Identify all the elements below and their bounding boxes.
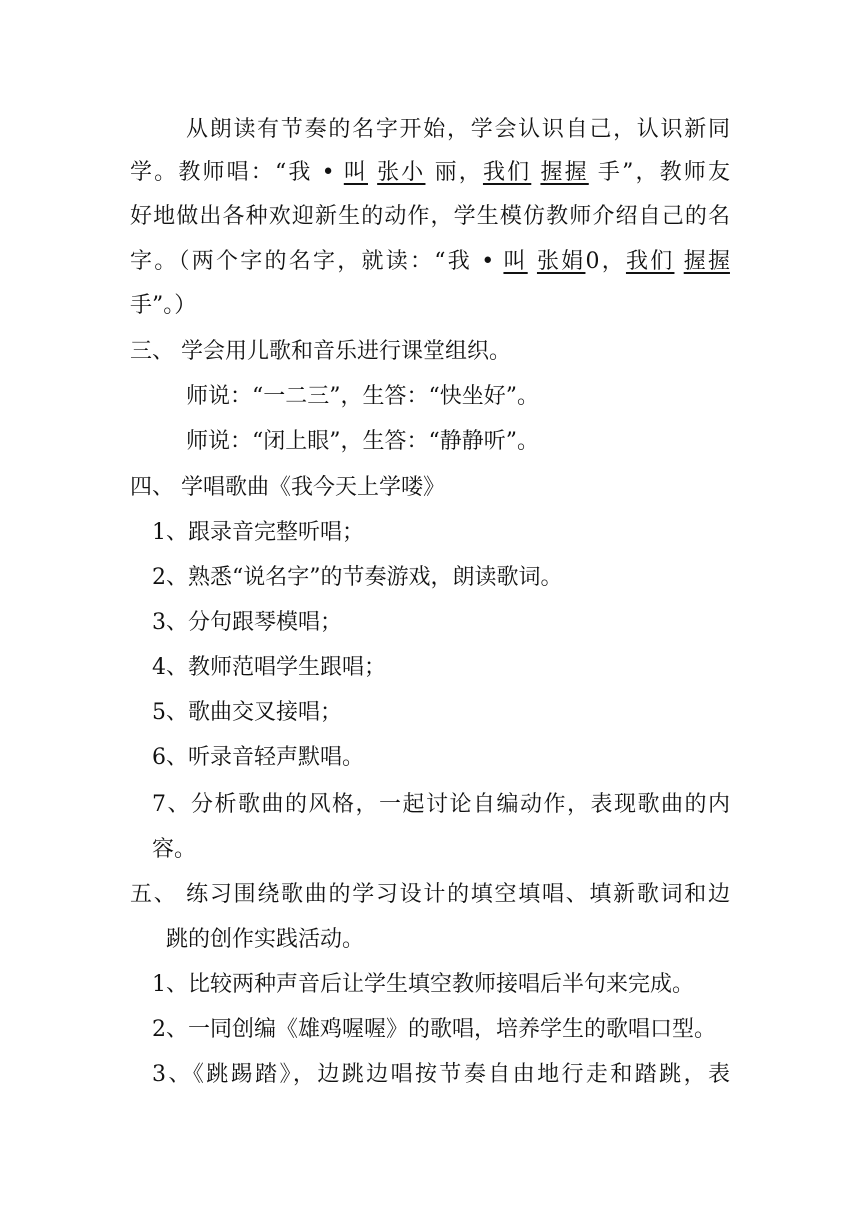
- section5-item-1: 1、比较两种声音后让学生填空教师接唱后半句来完成。: [152, 972, 694, 997]
- section4-item-6: 6、听录音轻声默唱。: [152, 745, 364, 770]
- section4-item-3: 3、分句跟琴模唱；: [152, 610, 342, 635]
- para1-line2-text2: 丽，: [425, 160, 483, 185]
- para1-line1: 从朗读有节奏的名字开始，学会认识自己，认识新同: [186, 117, 730, 142]
- section4-item-2: 2、熟悉“说名字”的节奏游戏，朗读歌词。: [152, 565, 563, 590]
- section4-item-7: 7、分析歌曲的风格，一起讨论自编动作，表现歌曲的内: [152, 792, 730, 817]
- section3-heading: 三、 学会用儿歌和音乐进行课堂组织。: [130, 339, 511, 364]
- underlined-word-zhangjuan: 张娟: [536, 249, 586, 274]
- section4-item-4: 4、教师范唱学生跟唱；: [152, 655, 386, 680]
- section5-item-3: 3、《跳踢踏》，边跳边唱按节奏自由地行走和踏跳，表: [152, 1062, 730, 1087]
- para1-line4-text2: 0，: [585, 249, 626, 274]
- para1-line2-text1: 学。教师唱：“我 •: [130, 160, 344, 185]
- underlined-word-jiao-2: 叫: [503, 249, 528, 274]
- para1-line3: 好地做出各种欢迎新生的动作，学生模仿教师介绍自己的名: [130, 204, 730, 229]
- underlined-word-wowo-2: 握握: [683, 249, 730, 274]
- section5-heading: 五、 练习围绕歌曲的学习设计的填空填唱、填新歌词和边: [130, 882, 730, 907]
- para1-line4: [130, 247, 730, 277]
- underlined-word-women: 我们: [482, 160, 532, 185]
- section4-heading: 四、 学唱歌曲《我今天上学喽》: [130, 475, 445, 500]
- section5-heading-continued: 跳的创作实践活动。: [166, 927, 365, 952]
- underlined-word-jiao: 叫: [343, 160, 368, 185]
- para1-line2-text3: 手”，教师友: [588, 160, 730, 185]
- para1-line2: [130, 158, 730, 188]
- underlined-word-zhangxiao: 张小: [377, 160, 426, 185]
- section3-line1: 师说：“一二三”，生答：“快坐好”。: [186, 384, 539, 409]
- section3-line2: 师说：“闭上眼”，生答：“静静听”。: [186, 429, 539, 454]
- para1-line5: 手”。）: [130, 293, 197, 318]
- section5-item-2: 2、一同创编《雄鸡喔喔》的歌唱，培养学生的歌唱口型。: [152, 1017, 716, 1042]
- section4-item-7-continued: 容。: [152, 837, 197, 862]
- section4-item-5: 5、歌曲交叉接唱；: [152, 700, 342, 725]
- underlined-word-women-2: 我们: [625, 249, 675, 274]
- para1-line4-text1: 字。（两个字的名字，就读：“我 •: [130, 249, 504, 274]
- underlined-word-wowo: 握握: [540, 160, 589, 185]
- section4-item-1: 1、跟录音完整听唱；: [152, 520, 364, 545]
